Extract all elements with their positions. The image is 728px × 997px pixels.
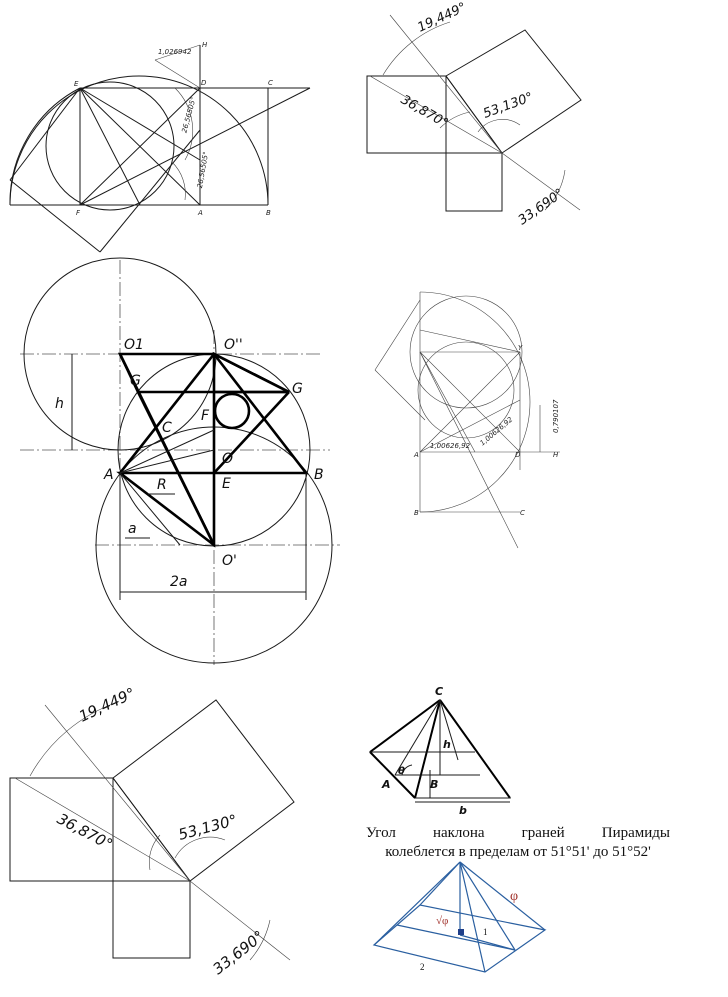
- fig1-label-H: H: [202, 41, 208, 49]
- fig6-label-B: B: [430, 778, 439, 791]
- fig1-dim-1: 26,56505°: [180, 95, 198, 134]
- fig3-label-O1: O1: [124, 337, 144, 353]
- pyramid-caption: [366, 824, 670, 862]
- fig4-circle-construction: [375, 292, 560, 548]
- fig3-label-B: B: [314, 467, 324, 483]
- fig4-label-C: C: [520, 509, 525, 517]
- fig3-star-construction: [20, 258, 340, 665]
- fig7-label-phi: φ: [510, 889, 519, 904]
- fig3-label-O2: O'': [224, 337, 243, 353]
- fig3-label-a: a: [128, 521, 137, 537]
- caption-line-2: колеблется в пределам от 51°51' до 51°52': [385, 844, 651, 860]
- fig3-star-outline: [120, 354, 306, 545]
- fig3-label-A: A: [104, 467, 114, 483]
- fig7-right-angle-marker: [458, 929, 464, 935]
- fig2-angle-0: 19,449°: [415, 0, 469, 36]
- fig5-angle-3: 33,690°: [209, 927, 268, 979]
- fig3-label-F: F: [201, 408, 210, 424]
- fig1-label-C: C: [268, 79, 273, 87]
- fig6-pyramid-drawing: [370, 685, 510, 817]
- fig2-pythagoras-small: [367, 0, 581, 228]
- fig3-small-circle: [215, 394, 249, 428]
- fig3-label-R: R: [157, 477, 167, 493]
- fig1-label-E: E: [74, 80, 79, 88]
- fig3-label-G2: G: [292, 381, 303, 397]
- fig4-label-Y: Y: [518, 344, 523, 352]
- fig1-label-D: D: [201, 79, 207, 87]
- fig2-square-bottom: [446, 153, 502, 211]
- fig1-semicircle: [10, 76, 268, 205]
- fig5-angle-2: 53,130°: [176, 810, 239, 844]
- fig3-label-O: O: [222, 451, 234, 467]
- fig5-angle-1: 36,870°: [54, 809, 116, 854]
- fig7-label-one: 1: [483, 927, 488, 937]
- fig3-label-O3: O': [222, 553, 237, 569]
- fig2-angle-2: 53,130°: [481, 89, 536, 122]
- fig1-outer-arc: [10, 88, 80, 205]
- fig1-label-B: B: [266, 209, 271, 217]
- fig5-pythagoras-large: [10, 684, 294, 978]
- fig6-label-b: b: [459, 804, 467, 817]
- fig6-label-theta: θ: [398, 766, 405, 777]
- fig7-pyramid-blue: [374, 862, 545, 972]
- fig1-dim-2: 26,56505°: [195, 151, 211, 189]
- fig4-label-B: B: [414, 509, 419, 517]
- fig6-label-C: C: [435, 685, 444, 698]
- fig3-dim-2a: 2a: [170, 574, 188, 590]
- fig1-label-A: A: [198, 209, 203, 217]
- fig5-angle-0: 19,449°: [76, 683, 139, 726]
- fig4-label-D: D: [515, 451, 521, 459]
- fig7-label-two: 2: [420, 962, 425, 972]
- fig5-square-rotated: [113, 700, 294, 881]
- fig3-label-C: C: [162, 420, 172, 436]
- fig4-label-A: A: [414, 451, 419, 459]
- fig1-circle-construction: [10, 41, 310, 252]
- fig7-label-sqrtphi: √φ: [436, 915, 449, 927]
- fig6-label-A: A: [382, 778, 391, 791]
- fig1-dim-0: 1,026942: [158, 48, 192, 56]
- fig3-dim-h: h: [55, 396, 64, 412]
- fig3-label-G1: G: [130, 373, 141, 389]
- fig3-label-E: E: [222, 476, 231, 492]
- fig1-label-F: F: [76, 209, 81, 217]
- fig5-square-bottom: [113, 881, 190, 958]
- caption-line-1: Угол наклона граней Пирамиды: [366, 825, 670, 841]
- fig2-square-rotated: [446, 30, 581, 153]
- fig4-dim-0: 1,00626,92: [430, 442, 471, 450]
- fig4-label-H: H: [553, 451, 559, 459]
- fig6-label-h: h: [443, 738, 451, 751]
- fig2-angle-1: 36,870°: [398, 92, 451, 132]
- fig2-angle-3: 33,690°: [515, 186, 567, 229]
- fig4-dim-1: 1,00626,92: [478, 415, 515, 448]
- fig4-dim-2: 0,790107: [552, 399, 560, 433]
